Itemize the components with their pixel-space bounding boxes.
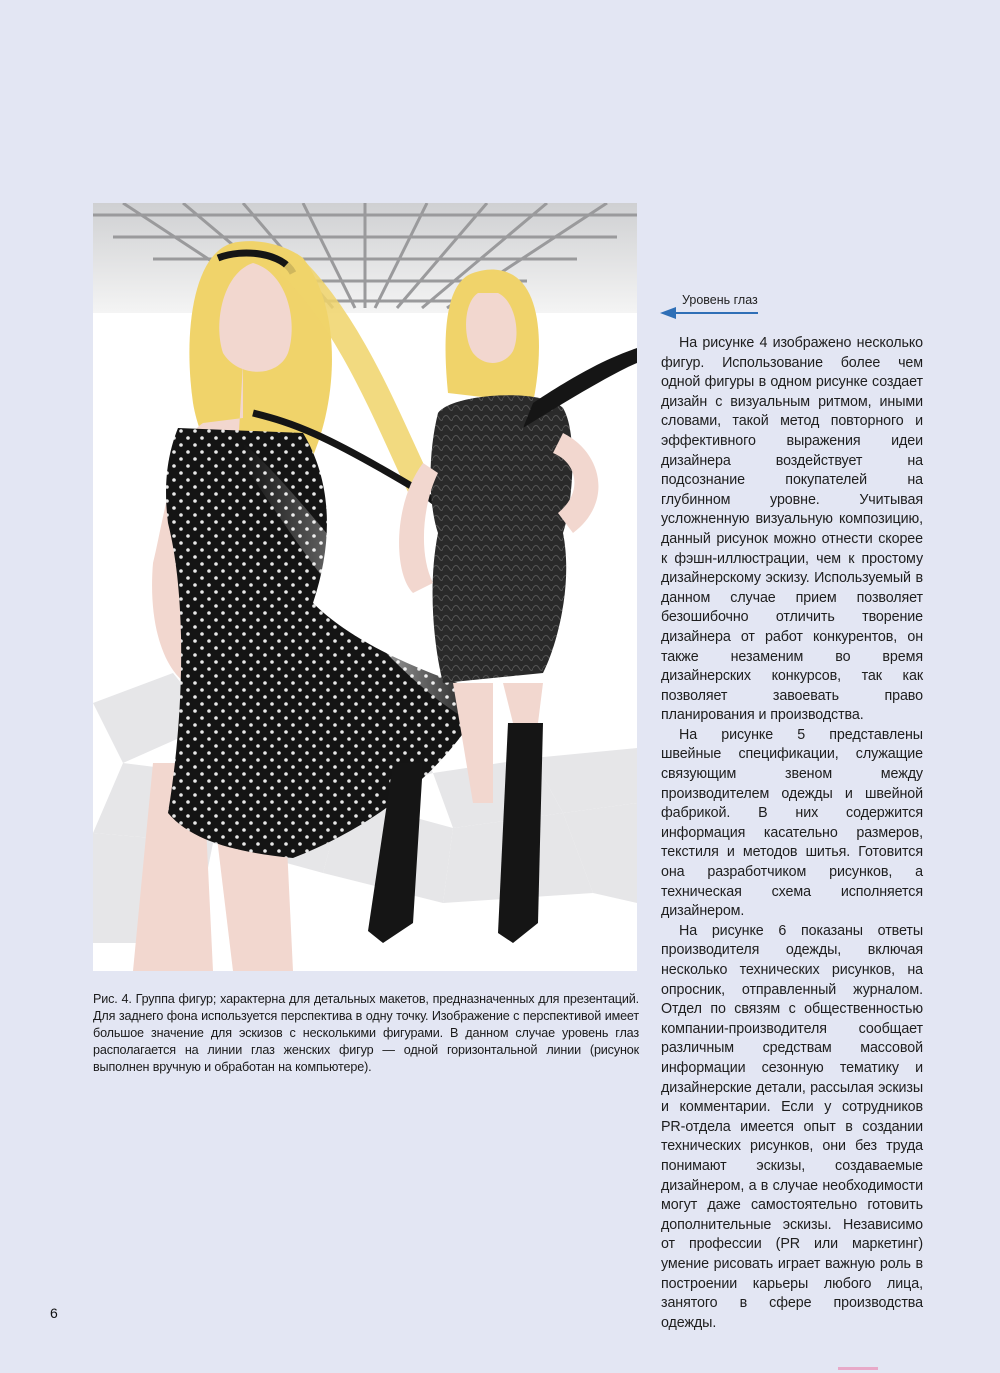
body-paragraph-2: На рисунке 5 представлены швейные спецификации, служащие связующим звеном между производителем одежды и швейной фабрикой. В них содержится информация касательно размеров, текстиля и методов шитья. Готовится она разработчиком рисунков, а техническая схема исполняется дизайнером.	[661, 726, 923, 920]
eye-level-label: Уровень глаз	[682, 293, 758, 307]
corner-mark	[838, 1367, 878, 1370]
ceiling-grid	[93, 203, 637, 313]
figure-caption: Рис. 4. Группа фигур; характерна для детальных макетов, предназначенных для презентаций. Для заднего фона используется перспектива в одну точку. Изображение с перспективой имеет большое значение для эскизов с несколькими фигурами. В данном случае уровень глаз располагается на линии глаз женских фигур — одной горизонтальной линии (рисунок выполнен вручную и обработан на компьютере).	[93, 992, 639, 1074]
page-number: 6	[50, 1305, 58, 1321]
body-paragraph-1: На рисунке 4 изображено несколько фигур. Использование более чем одной фигуры в одном рисунке создает дизайн с визуальным ритмом, иными словами, такой метод повторного и эффективного выражения идеи дизайнера воздействует на подсознание покупателей на глубинном уровне. Учитывая усложненную визуальную композицию, данный рисунок можно отнести скорее к фэшн-иллюстрации, чем к простому дизайнерскому эскизу. Используемый в данном случае прием позволяет безошибочно отличить творение дизайнера от работ конкурентов, он также незаменим во время дизайнерских конкурсов, так как позволяет завоевать право планирования и производства.	[661, 335, 923, 724]
illustration-svg	[93, 203, 637, 971]
eye-level-arrow-icon	[660, 305, 760, 321]
fashion-illustration	[93, 203, 637, 971]
article-body	[661, 334, 923, 1333]
body-paragraph-3: На рисунке 6 показаны ответы производителя одежды, включая несколько технических рисунков, на опросник, отправленный журналом. Отдел по связям с общественностью компании-производителя сообщает различным средствам массовой информации сезонную тематику и дизайнерские детали, рассылая эскизы и комментарии. Если у сотрудников PR-отдела имеется опыт в создании технических рисунков, они без труда понимают эскизы, создаваемые дизайнером, а в случае необходимости могут даже самостоятельно готовить дополнительные эскизы. Независимо от профессии (PR или маркетинг) умение рисовать играет важную роль в построении карьеры любого лица, занятого в сфере производства одежды.	[661, 922, 923, 1331]
